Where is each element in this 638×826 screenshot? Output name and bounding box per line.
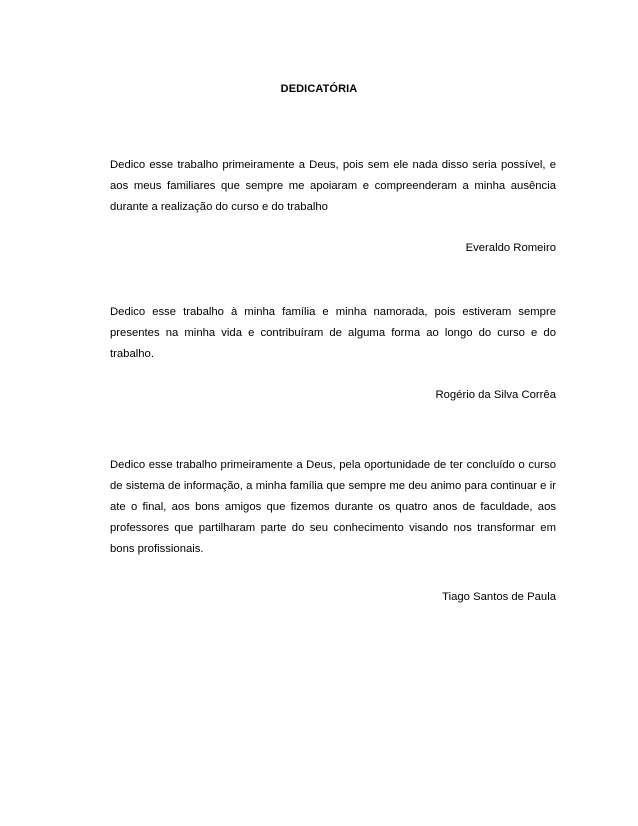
dedication-author-1: Everaldo Romeiro [465,242,556,254]
dedication-text-2: Dedico esse trabalho à minha família e minha namorada, pois estiveram sempre presentes na minha vida e contribuíram de alguma forma ao longo do curso e do trabalho. [110,306,556,360]
dedication-text-1: Dedico esse trabalho primeiramente a Deus, pois sem ele nada disso seria possível, e aos meus familiares que sempre me apoiaram e compreenderam a minha ausência durante a realização do curso e do trabalho [110,159,556,213]
dedication-text-3: Dedico esse trabalho primeiramente a Deus, pela oportunidade de ter concluído o curso de sistema de informação, a minha família que sempre me deu animo para continuar e ir ate o final, aos bons amigos que fizemos durante os quatro anos de faculdade, aos professores que partilharam parte do seu conhecimento visando nos transformar em bons profissionais. [110,459,556,555]
page-title: DEDICATÓRIA [280,83,358,95]
dedication-author-2: Rogério da Silva Corrêa [435,389,556,401]
dedication-author-3: Tiago Santos de Paula [442,591,556,603]
